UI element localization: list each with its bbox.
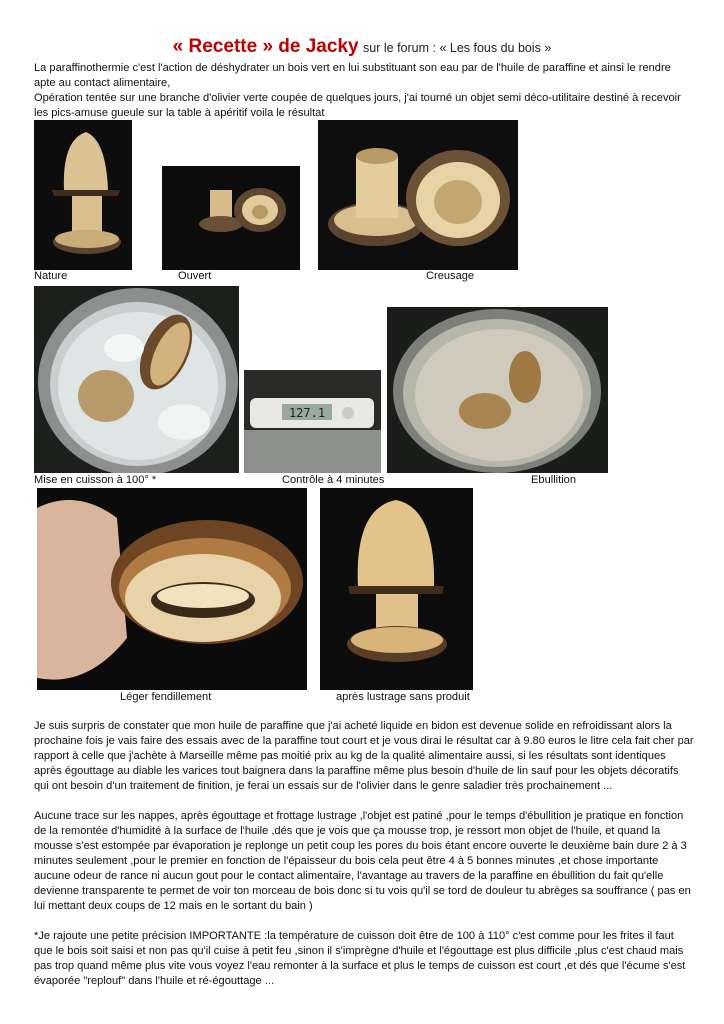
caption-leger-fendillement: Léger fendillement <box>120 691 212 703</box>
title-main: « Recette » de Jacky <box>172 36 359 57</box>
caption-ouvert: Ouvert <box>178 270 212 282</box>
photo-apres-lustrage <box>320 488 473 690</box>
photo-ouvert <box>162 166 300 270</box>
caption-controle: Contrôle à 4 minutes <box>282 474 385 486</box>
body-paragraph-3: *Je rajoute une petite précision IMPORTANTE :la température de cuisson doit être de 100 à 110° c'est comme pour les frites il faut que le bois soit saisi et non pas qu'il cuise à petit feu ,sinon il s'imprègne d'huile et l'égouttage est plus difficile ,plus c'est chaud mais pas trop quand même plus vite vous voyez l'eau remonter à la surface et plus le temps de cuisson est court ,et dés que l'écume s'est évaporée "replouf" dans l'huile et ré-égouttage ... <box>34 930 686 987</box>
photo-leger-fendillement <box>37 488 307 690</box>
photo-ebullition <box>387 307 608 473</box>
intro-paragraph-1: La paraffinothermie c'est l'action de déshydrater un bois vert en lui substituant son eau par de l'huile de paraffine et ainsi le rendre apte au contact alimentaire, <box>34 62 671 89</box>
photo-controle <box>244 370 381 473</box>
title-forum: sur le forum : « Les fous du bois » <box>363 41 552 55</box>
caption-apres-lustrage: après lustrage sans produit <box>336 691 470 703</box>
caption-mise-en-cuisson: Mise en cuisson à 100° * <box>34 474 157 486</box>
thermometer-reading: 127.1 <box>288 406 326 420</box>
caption-ebullition: Ebullition <box>531 474 577 486</box>
intro-paragraph-2: Opération tentée sur une branche d'olivier verte coupée de quelques jours, j'ai tourné un objet semi déco-utilitaire destiné à recevoir les pics-amuse gueule sur la table à apéritif voila le résultat <box>34 92 681 119</box>
photo-creusage <box>318 120 518 270</box>
body-paragraph-1: Je suis surpris de constater que mon huile de paraffine que j'ai acheté liquide en bidon est devenue solide en refroidissant alors la prochaine fois je vais faire des essais avec de la paraffine tout court et je vous dirai le résultat car à 9.80 euros le litre cela fait cher par rapport à celle que j'achète à Marseille même pas moitié prix au kg de la qualité alimentaire aussi, si les résultats sont identiques après égouttage au diable les varices tout baignera dans la paraffine même plus besoin d'huile de lin sauf pour les objets décoratifs qui ont besoin d'un traitement de finition, je ferai un essais sur de l'olivier dans le genre saladier très prochainement ... <box>34 720 694 792</box>
photo-nature <box>34 120 132 270</box>
caption-nature: Nature <box>34 270 68 282</box>
document-title <box>0 36 724 58</box>
body-paragraph-2: Aucune trace sur les nappes, après égouttage et frottage lustrage ,l'objet est patiné ,pour le temps d'ébullition je pratique en fonction de la remontée d'humidité à la surface de l'huile ,dés que je vois que ça mousse trop, je ressort mon objet de l'huile, et quand la mousse s'est estompée par évaporation je replonge un petit coup les pores du bois étant encore ouverte le deuxième bain dure 2 à 3 minutes seulement ,pour le premier en fonction de l'épaisseur du bois cela peut être 4 à 5 bonnes minutes ,et chose importante aucune odeur de rance ni aucun gout pour le contact alimentaire, l'avantage au travers de la paraffine en ébullition du fait qu'elle devienne transparente te permet de voir ton morceau de bois donc si tu vois qu'il se tord de douleur tu abrèges sa souffrance ( pas en lui mettant deux coups de 12 mais en le sortant du bain ) <box>34 810 691 912</box>
photo-mise-en-cuisson <box>34 286 239 473</box>
caption-creusage: Creusage <box>426 270 475 282</box>
